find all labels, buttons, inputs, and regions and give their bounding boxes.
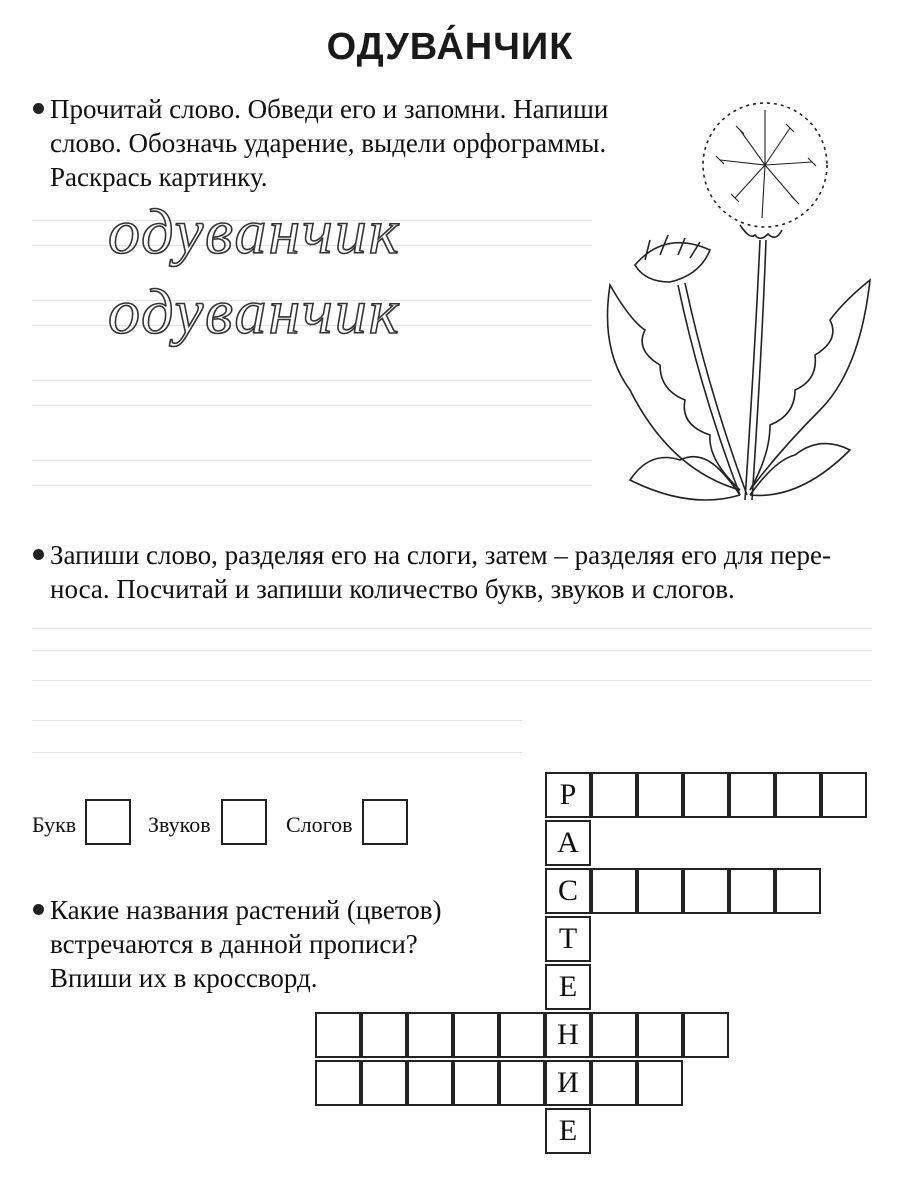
crossword-cell[interactable] (637, 1060, 683, 1106)
task-2-line: Запиши слово, разделяя его на слоги, затем – разделяя его для пере- (50, 540, 831, 570)
crossword-cell[interactable] (729, 772, 775, 818)
writing-line[interactable] (32, 650, 872, 651)
task-1-line: слово. Обозначь ударение, выдели орфограммы. (50, 128, 607, 158)
crossword-cell[interactable] (361, 1060, 407, 1106)
crossword-key-cell: Р (545, 772, 591, 818)
task-2-line: носа. Посчитай и запиши количество букв, звуков и слогов. (50, 574, 735, 604)
tracing-word[interactable]: одуванчик (108, 276, 401, 347)
crossword-cell[interactable] (729, 868, 775, 914)
dandelion-illustration (590, 90, 890, 520)
crossword-key-cell: А (545, 820, 591, 866)
writing-line[interactable] (32, 680, 872, 681)
crossword-cell[interactable] (315, 1060, 361, 1106)
writing-line[interactable] (32, 485, 592, 486)
writing-line[interactable] (32, 460, 592, 461)
page-title: ОДУВА́НЧИК (326, 26, 574, 68)
syllables-label: Слогов (286, 812, 353, 837)
crossword-cell[interactable] (637, 772, 683, 818)
sounds-box[interactable] (221, 799, 267, 845)
crossword-cell[interactable] (637, 1012, 683, 1058)
writing-line[interactable] (32, 720, 522, 721)
crossword-cell[interactable] (775, 772, 821, 818)
task-3-line: встречаются в данной прописи? (50, 929, 418, 959)
task-3-line: Какие названия растений (цветов) (50, 895, 442, 925)
task-1-line: Прочитай слово. Обведи его и запомни. Напиши (50, 94, 609, 124)
crossword-cell[interactable] (683, 1012, 729, 1058)
crossword-cell[interactable] (637, 868, 683, 914)
crossword-cell[interactable] (591, 1060, 637, 1106)
writing-line[interactable] (32, 405, 592, 406)
crossword-key-cell: Т (545, 916, 591, 962)
crossword-cell[interactable] (453, 1060, 499, 1106)
crossword-cell[interactable] (683, 868, 729, 914)
bullet-task-2 (33, 549, 44, 560)
writing-line[interactable] (32, 380, 592, 381)
crossword-key-cell: И (545, 1060, 591, 1106)
task-2-text (50, 538, 890, 606)
crossword-cell[interactable] (591, 1012, 637, 1058)
crossword-cell[interactable] (315, 1012, 361, 1058)
writing-line[interactable] (32, 752, 522, 753)
writing-line[interactable] (32, 628, 872, 629)
crossword-cell[interactable] (499, 1012, 545, 1058)
crossword-cell[interactable] (683, 772, 729, 818)
task-1-line: Раскрась картинку. (50, 162, 268, 192)
crossword-cell[interactable] (407, 1012, 453, 1058)
crossword-cell[interactable] (591, 772, 637, 818)
letters-box[interactable] (85, 799, 131, 845)
crossword-cell[interactable] (407, 1060, 453, 1106)
task-3-line: Впиши их в кроссворд. (50, 963, 318, 993)
bullet-task-1 (33, 103, 44, 114)
letters-label: Букв (32, 812, 77, 837)
bullet-task-3 (33, 904, 44, 915)
crossword-key-cell: Н (545, 1012, 591, 1058)
tracing-word[interactable]: одуванчик (108, 196, 401, 267)
crossword-key-cell: С (545, 868, 591, 914)
syllables-box[interactable] (362, 799, 408, 845)
crossword-cell[interactable] (591, 868, 637, 914)
crossword-key-cell: Е (545, 1108, 591, 1154)
task-3-text (50, 893, 510, 995)
crossword-cell[interactable] (453, 1012, 499, 1058)
crossword-cell[interactable] (775, 868, 821, 914)
sounds-label: Звуков (148, 812, 211, 837)
crossword-cell[interactable] (361, 1012, 407, 1058)
crossword-cell[interactable] (821, 772, 867, 818)
crossword-cell[interactable] (499, 1060, 545, 1106)
crossword-key-cell: Е (545, 964, 591, 1010)
